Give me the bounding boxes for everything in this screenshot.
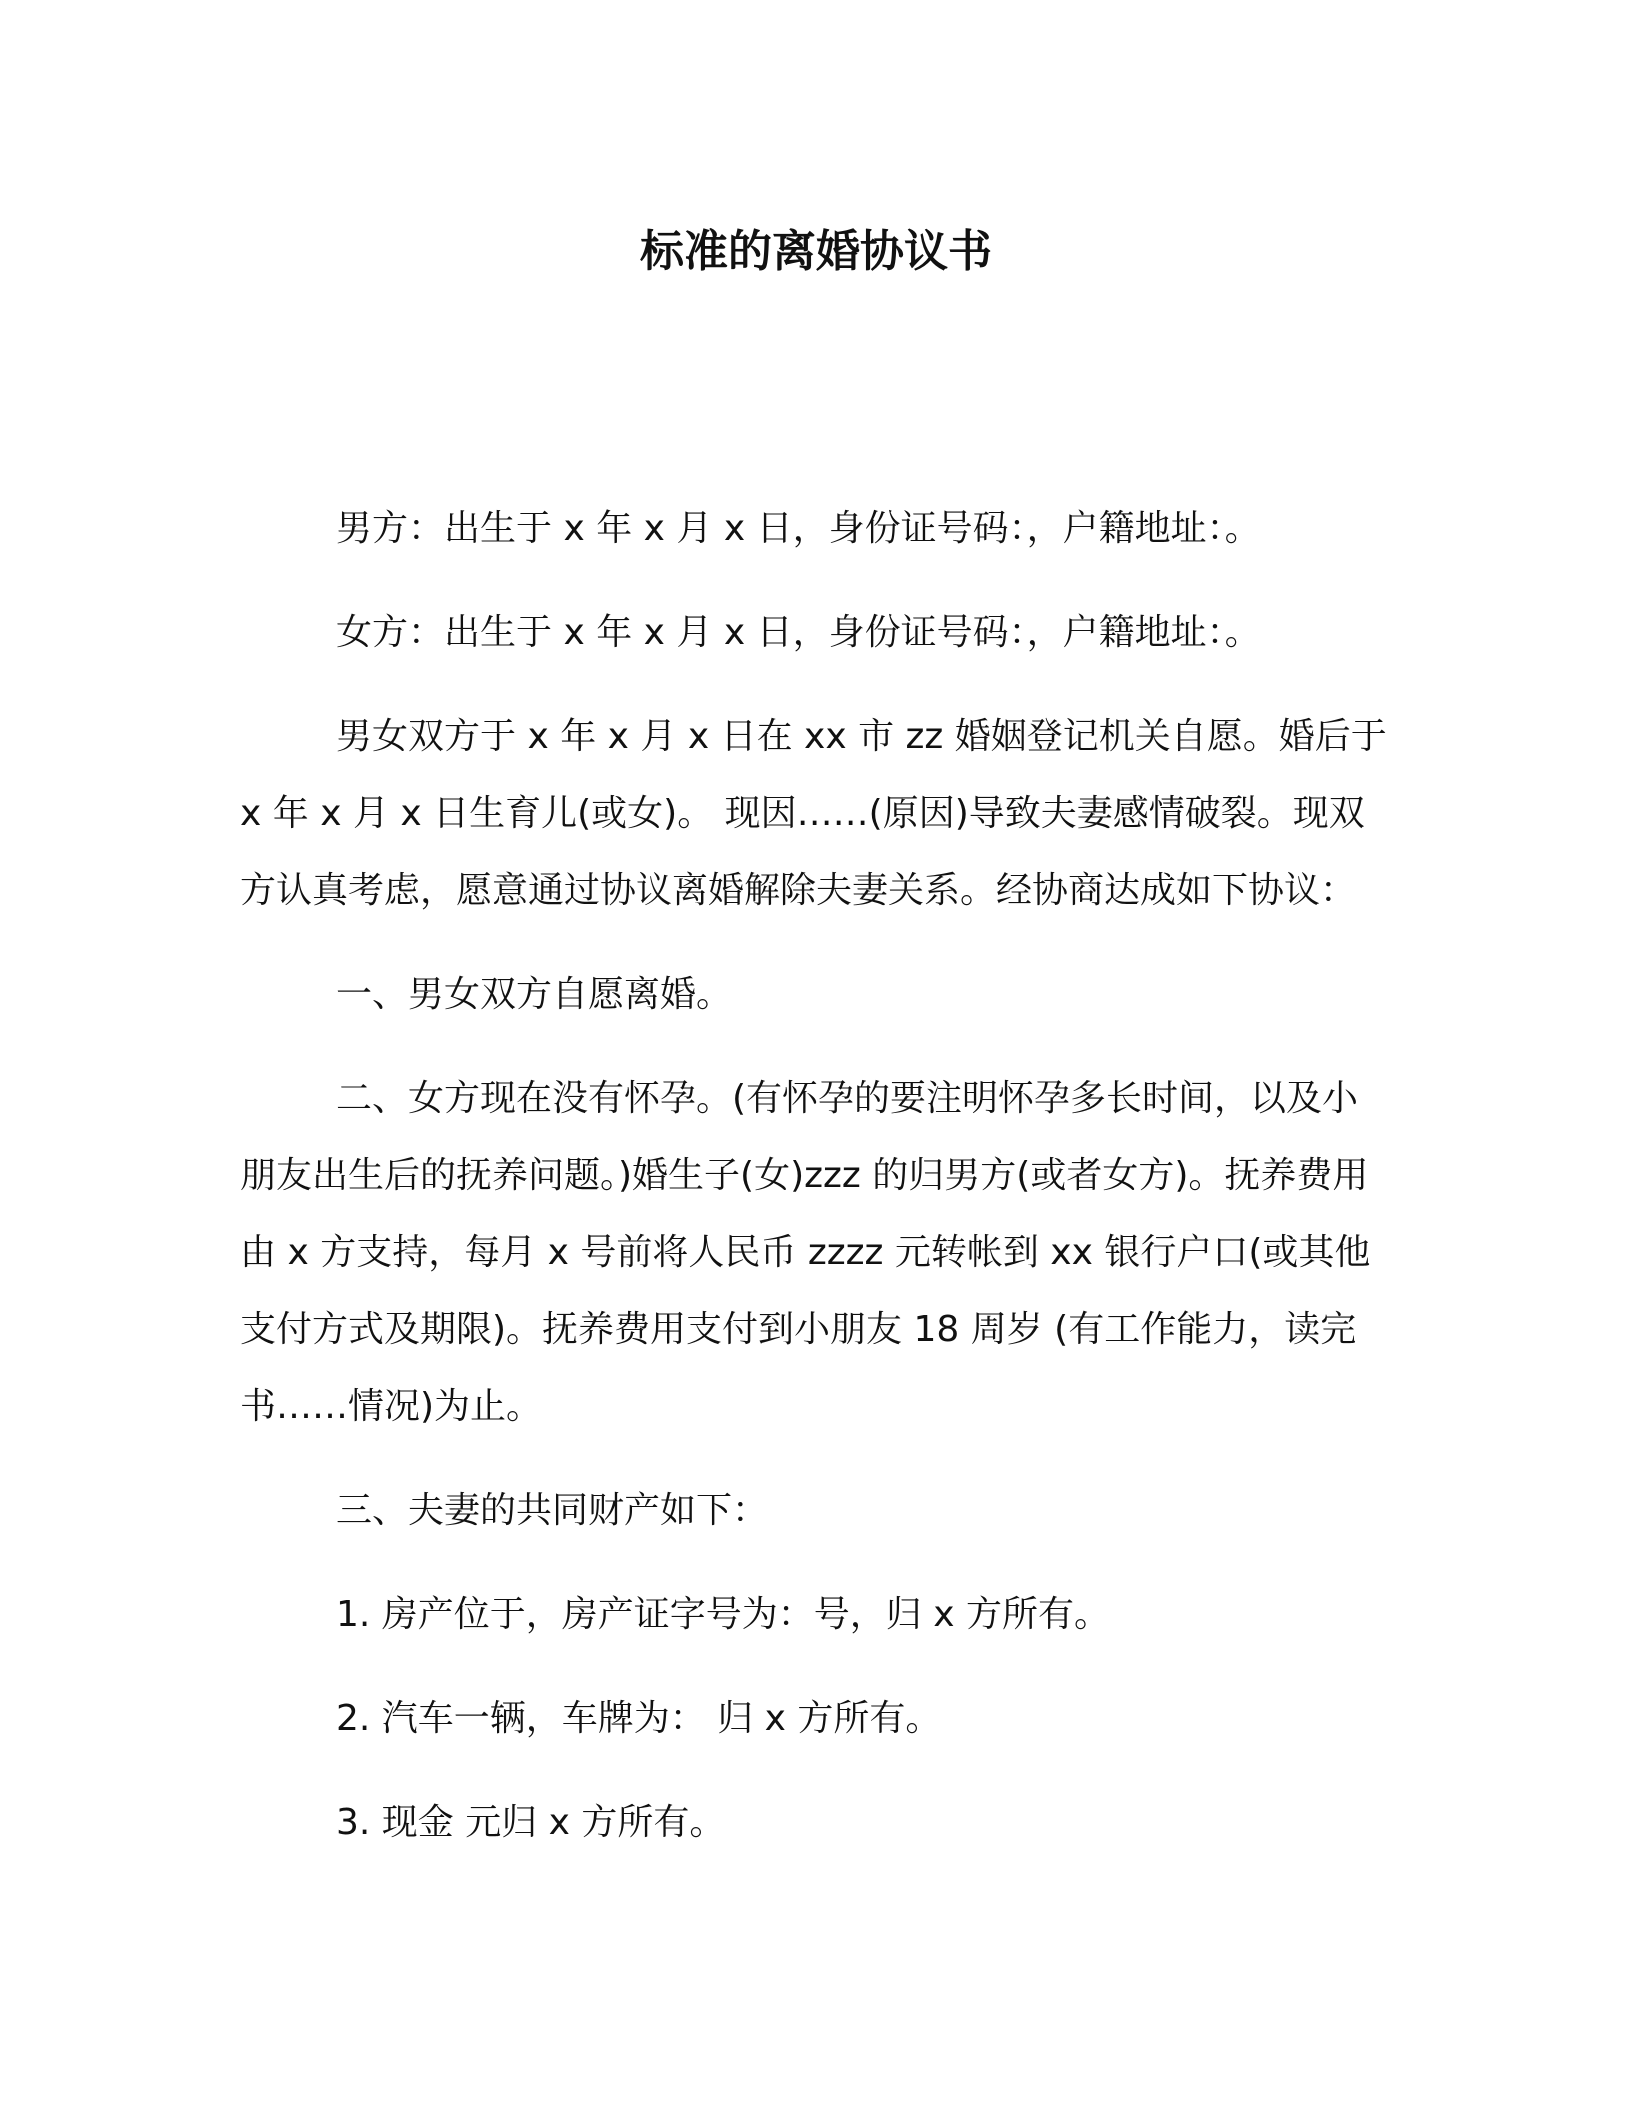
document-body xyxy=(240,490,1392,1888)
paragraph-female-party: 女方：出生于 x 年 x 月 x 日，身份证号码：，户籍地址：。 xyxy=(336,612,1261,653)
paragraph-marriage-background: 男女双方于 x 年 x 月 x 日在 xx 市 zz 婚姻登记机关自愿。婚后于 x 年 x 月 x 日生育儿(或女)。 现因……(原因)导致夫妻感情破裂。现双方认真考虑，愿意通过协议离婚解除夫妻关系。经协商达成如下协议： xyxy=(240,716,1387,911)
paragraph-property-house: 1. 房产位于，房产证字号为：号，归 x 方所有。 xyxy=(336,1594,1110,1635)
paragraph-article-three: 三、夫妻的共同财产如下： xyxy=(336,1490,769,1531)
paragraph-property-cash: 3. 现金 元归 x 方所有。 xyxy=(336,1802,726,1843)
document-title: 标准的离婚协议书 xyxy=(640,226,992,277)
paragraph-article-two: 二、女方现在没有怀孕。(有怀孕的要注明怀孕多长时间，以及小朋友出生后的抚养问题。)婚生子(女)zzz 的归男方(或者女方)。抚养费用由 x 方支持，每月 x 号前将人民币 zzzz 元转帐到 xx 银行户口(或其他支付方式及期限)。抚养费用支付到小朋友 18 周岁 (有工作能力，读完书……情况)为止。 xyxy=(240,1078,1371,1427)
paragraph-male-party: 男方：出生于 x 年 x 月 x 日，身份证号码：，户籍地址：。 xyxy=(336,508,1261,549)
paragraph-property-car: 2. 汽车一辆，车牌为： 归 x 方所有。 xyxy=(336,1698,942,1739)
paragraph-article-one: 一、男女双方自愿离婚。 xyxy=(336,974,733,1015)
